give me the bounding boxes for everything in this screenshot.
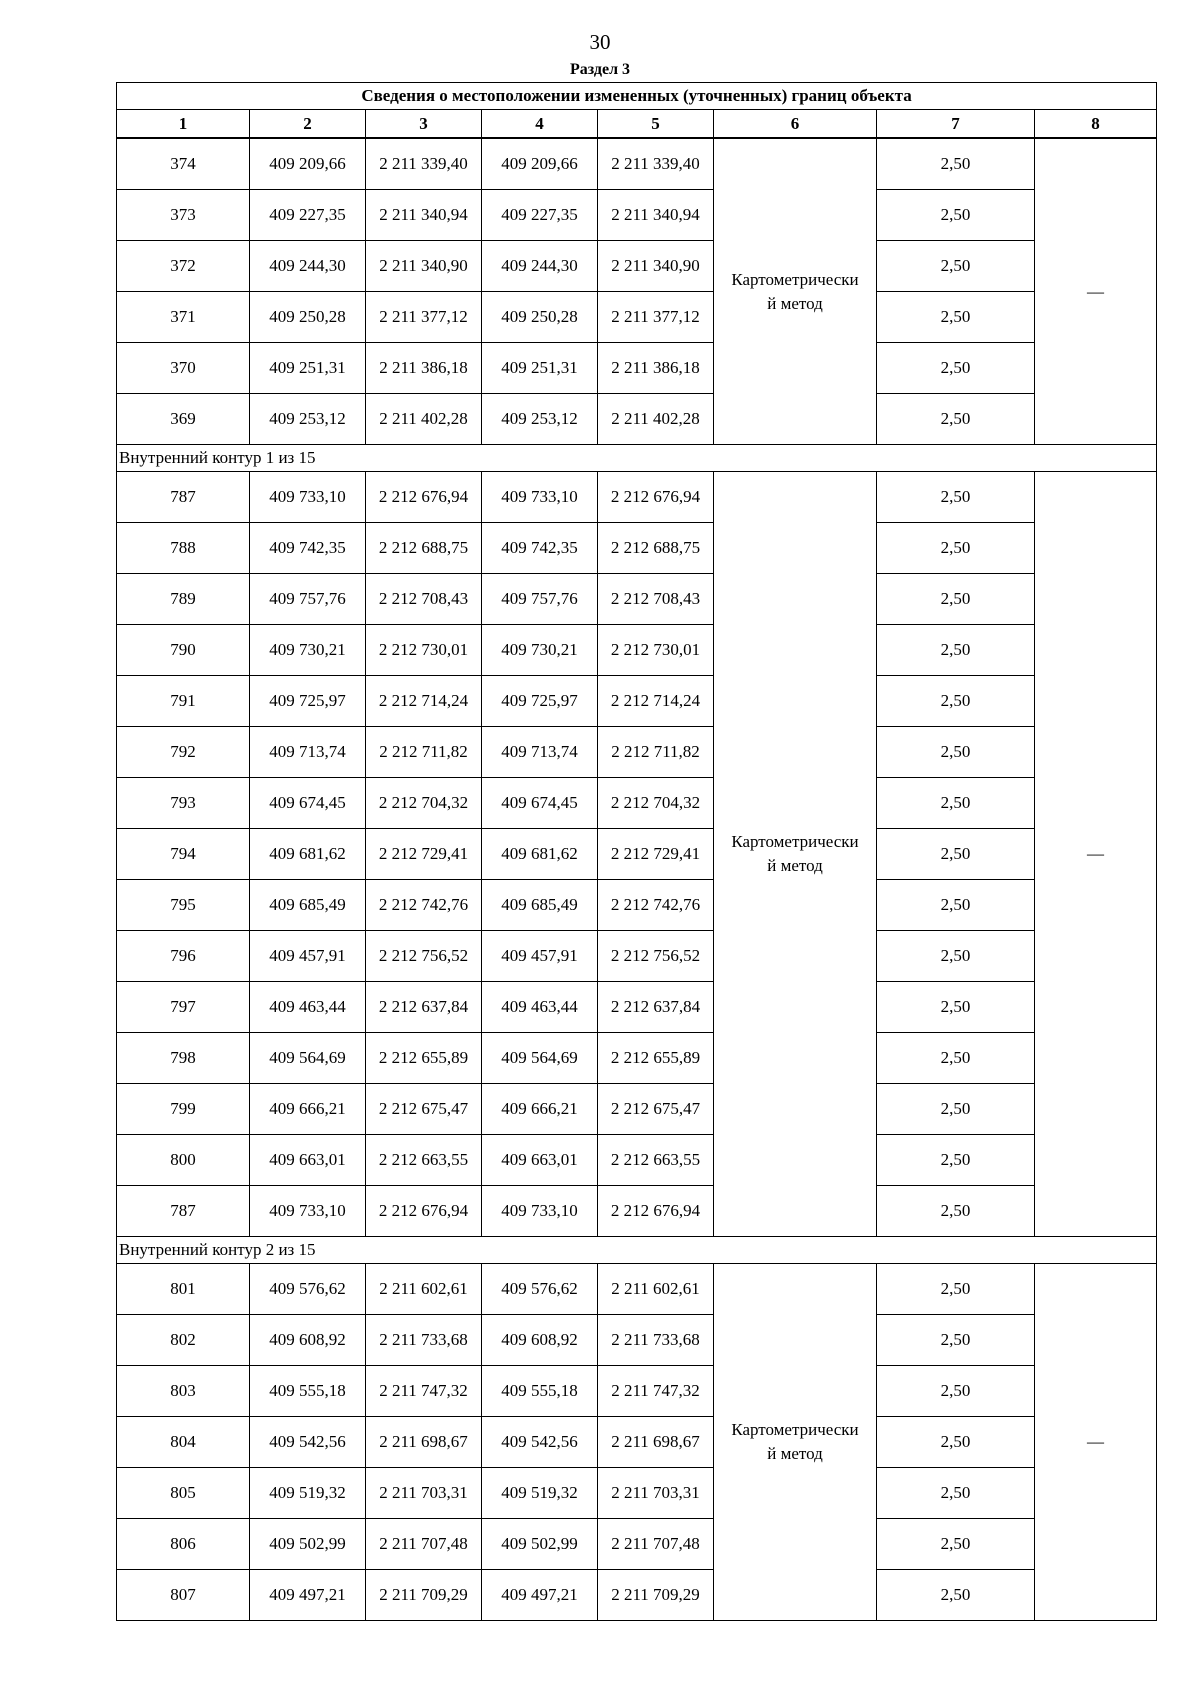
point-number-cell: 789	[117, 574, 250, 625]
method-text-line: й метод	[767, 856, 823, 875]
y-existing-cell: 2 211 709,29	[366, 1570, 482, 1621]
y-refined-cell: 2 211 386,18	[598, 343, 714, 394]
accuracy-cell: 2,50	[877, 1186, 1035, 1237]
table-row	[117, 778, 1157, 829]
column-number: 8	[1035, 110, 1157, 139]
x-refined-cell: 409 742,35	[482, 523, 598, 574]
table-row	[117, 1084, 1157, 1135]
table-row	[117, 1366, 1157, 1417]
y-existing-cell: 2 212 729,41	[366, 829, 482, 880]
y-existing-cell: 2 212 730,01	[366, 625, 482, 676]
x-refined-cell: 409 681,62	[482, 829, 598, 880]
y-existing-cell: 2 212 675,47	[366, 1084, 482, 1135]
x-existing-cell: 409 253,12	[250, 394, 366, 445]
x-existing-cell: 409 733,10	[250, 1186, 366, 1237]
accuracy-cell: 2,50	[877, 829, 1035, 880]
y-existing-cell: 2 212 711,82	[366, 727, 482, 778]
x-existing-cell: 409 564,69	[250, 1033, 366, 1084]
method-text-line: Картометрически	[731, 269, 859, 289]
x-existing-cell: 409 663,01	[250, 1135, 366, 1186]
table-row	[117, 394, 1157, 445]
x-refined-cell: 409 244,30	[482, 241, 598, 292]
accuracy-cell: 2,50	[877, 1264, 1035, 1315]
table-row	[117, 727, 1157, 778]
table-row	[117, 472, 1157, 523]
table-row	[117, 1135, 1157, 1186]
x-existing-cell: 409 576,62	[250, 1264, 366, 1315]
accuracy-cell: 2,50	[877, 190, 1035, 241]
accuracy-cell: 2,50	[877, 1084, 1035, 1135]
table-row	[117, 1417, 1157, 1468]
accuracy-cell: 2,50	[877, 394, 1035, 445]
point-number-cell: 374	[117, 138, 250, 190]
y-refined-cell: 2 211 698,67	[598, 1417, 714, 1468]
y-existing-cell: 2 212 742,76	[366, 880, 482, 931]
table-row	[117, 1519, 1157, 1570]
point-number-cell: 796	[117, 931, 250, 982]
y-existing-cell: 2 211 340,94	[366, 190, 482, 241]
accuracy-cell: 2,50	[877, 778, 1035, 829]
method-text-line: й метод	[767, 1444, 823, 1463]
table-row	[117, 574, 1157, 625]
accuracy-cell: 2,50	[877, 1033, 1035, 1084]
x-refined-cell: 409 497,21	[482, 1570, 598, 1621]
y-refined-cell: 2 212 756,52	[598, 931, 714, 982]
y-refined-cell: 2 212 663,55	[598, 1135, 714, 1186]
x-existing-cell: 409 542,56	[250, 1417, 366, 1468]
table-row	[117, 931, 1157, 982]
y-existing-cell: 2 211 698,67	[366, 1417, 482, 1468]
x-existing-cell: 409 666,21	[250, 1084, 366, 1135]
y-refined-cell: 2 211 377,12	[598, 292, 714, 343]
x-refined-cell: 409 555,18	[482, 1366, 598, 1417]
y-existing-cell: 2 211 340,90	[366, 241, 482, 292]
section-title: Раздел 3	[569, 61, 631, 78]
point-number-cell: 372	[117, 241, 250, 292]
y-refined-cell: 2 212 730,01	[598, 625, 714, 676]
column-number: 3	[366, 110, 482, 139]
accuracy-cell: 2,50	[877, 1366, 1035, 1417]
point-number-cell: 373	[117, 190, 250, 241]
table-row	[117, 292, 1157, 343]
table-row	[117, 829, 1157, 880]
y-refined-cell: 2 212 676,94	[598, 1186, 714, 1237]
y-existing-cell: 2 212 704,32	[366, 778, 482, 829]
y-refined-cell: 2 211 733,68	[598, 1315, 714, 1366]
point-number-cell: 794	[117, 829, 250, 880]
x-existing-cell: 409 555,18	[250, 1366, 366, 1417]
y-refined-cell: 2 211 703,31	[598, 1468, 714, 1519]
point-number-cell: 800	[117, 1135, 250, 1186]
accuracy-cell: 2,50	[877, 523, 1035, 574]
x-existing-cell: 409 742,35	[250, 523, 366, 574]
x-existing-cell: 409 209,66	[250, 138, 366, 190]
x-refined-cell: 409 502,99	[482, 1519, 598, 1570]
point-number-cell: 787	[117, 472, 250, 523]
y-refined-cell: 2 211 340,94	[598, 190, 714, 241]
point-number-cell: 795	[117, 880, 250, 931]
x-refined-cell: 409 209,66	[482, 138, 598, 190]
x-existing-cell: 409 730,21	[250, 625, 366, 676]
description-cell: —	[1035, 1264, 1157, 1621]
point-number-cell: 805	[117, 1468, 250, 1519]
y-existing-cell: 2 211 703,31	[366, 1468, 482, 1519]
table-row	[117, 676, 1157, 727]
y-refined-cell: 2 211 709,29	[598, 1570, 714, 1621]
y-refined-cell: 2 211 602,61	[598, 1264, 714, 1315]
y-existing-cell: 2 211 377,12	[366, 292, 482, 343]
table-row	[117, 138, 1157, 190]
point-number-cell: 806	[117, 1519, 250, 1570]
y-existing-cell: 2 211 747,32	[366, 1366, 482, 1417]
accuracy-cell: 2,50	[877, 1468, 1035, 1519]
point-number-cell: 803	[117, 1366, 250, 1417]
x-existing-cell: 409 519,32	[250, 1468, 366, 1519]
accuracy-cell: 2,50	[877, 1570, 1035, 1621]
y-refined-cell: 2 211 707,48	[598, 1519, 714, 1570]
y-existing-cell: 2 212 655,89	[366, 1033, 482, 1084]
y-refined-cell: 2 212 714,24	[598, 676, 714, 727]
column-number: 2	[250, 110, 366, 139]
y-existing-cell: 2 212 714,24	[366, 676, 482, 727]
x-existing-cell: 409 685,49	[250, 880, 366, 931]
y-existing-cell: 2 212 708,43	[366, 574, 482, 625]
y-refined-cell: 2 212 729,41	[598, 829, 714, 880]
point-number-cell: 371	[117, 292, 250, 343]
description-cell: —	[1035, 472, 1157, 1237]
x-refined-cell: 409 608,92	[482, 1315, 598, 1366]
x-existing-cell: 409 497,21	[250, 1570, 366, 1621]
accuracy-cell: 2,50	[877, 1519, 1035, 1570]
table-caption: Сведения о местоположении измененных (уточненных) границ объекта	[117, 83, 1157, 110]
x-refined-cell: 409 757,76	[482, 574, 598, 625]
accuracy-cell: 2,50	[877, 292, 1035, 343]
point-number-cell: 792	[117, 727, 250, 778]
method-cell	[714, 1264, 877, 1621]
column-number-row	[117, 110, 1157, 139]
y-refined-cell: 2 212 688,75	[598, 523, 714, 574]
y-refined-cell: 2 212 676,94	[598, 472, 714, 523]
table-row	[117, 1033, 1157, 1084]
x-existing-cell: 409 681,62	[250, 829, 366, 880]
x-existing-cell: 409 608,92	[250, 1315, 366, 1366]
x-refined-cell: 409 457,91	[482, 931, 598, 982]
contour-label-row	[117, 1237, 1157, 1264]
x-refined-cell: 409 251,31	[482, 343, 598, 394]
accuracy-cell: 2,50	[877, 676, 1035, 727]
table-row	[117, 343, 1157, 394]
x-refined-cell: 409 674,45	[482, 778, 598, 829]
point-number-cell: 799	[117, 1084, 250, 1135]
point-number-cell: 797	[117, 982, 250, 1033]
x-refined-cell: 409 685,49	[482, 880, 598, 931]
x-existing-cell: 409 757,76	[250, 574, 366, 625]
point-number-cell: 807	[117, 1570, 250, 1621]
x-refined-cell: 409 564,69	[482, 1033, 598, 1084]
table-row	[117, 1468, 1157, 1519]
y-refined-cell: 2 212 708,43	[598, 574, 714, 625]
contour-label: Внутренний контур 1 из 15	[117, 445, 1157, 472]
table-row	[117, 880, 1157, 931]
x-refined-cell: 409 227,35	[482, 190, 598, 241]
accuracy-cell: 2,50	[877, 472, 1035, 523]
x-refined-cell: 409 576,62	[482, 1264, 598, 1315]
point-number-cell: 802	[117, 1315, 250, 1366]
y-refined-cell: 2 211 340,90	[598, 241, 714, 292]
accuracy-cell: 2,50	[877, 880, 1035, 931]
y-refined-cell: 2 212 742,76	[598, 880, 714, 931]
x-refined-cell: 409 519,32	[482, 1468, 598, 1519]
x-refined-cell: 409 250,28	[482, 292, 598, 343]
x-existing-cell: 409 725,97	[250, 676, 366, 727]
x-existing-cell: 409 713,74	[250, 727, 366, 778]
x-existing-cell: 409 244,30	[250, 241, 366, 292]
table-row	[117, 190, 1157, 241]
accuracy-cell: 2,50	[877, 1417, 1035, 1468]
x-existing-cell: 409 251,31	[250, 343, 366, 394]
method-text-line: Картометрически	[731, 1420, 859, 1439]
column-number: 4	[482, 110, 598, 139]
contour-label: Внутренний контур 2 из 15	[117, 1237, 1157, 1264]
y-existing-cell: 2 211 707,48	[366, 1519, 482, 1570]
method-text-line: й метод	[767, 293, 823, 313]
y-existing-cell: 2 211 339,40	[366, 138, 482, 190]
accuracy-cell: 2,50	[877, 138, 1035, 190]
x-refined-cell: 409 730,21	[482, 625, 598, 676]
y-existing-cell: 2 211 733,68	[366, 1315, 482, 1366]
y-refined-cell: 2 212 704,32	[598, 778, 714, 829]
point-number-cell: 370	[117, 343, 250, 394]
coordinates-table	[116, 82, 1157, 1621]
x-refined-cell: 409 253,12	[482, 394, 598, 445]
x-existing-cell: 409 250,28	[250, 292, 366, 343]
y-refined-cell: 2 211 339,40	[598, 138, 714, 190]
point-number-cell: 788	[117, 523, 250, 574]
table-row	[117, 1570, 1157, 1621]
point-number-cell: 790	[117, 625, 250, 676]
x-refined-cell: 409 463,44	[482, 982, 598, 1033]
point-number-cell: 791	[117, 676, 250, 727]
accuracy-cell: 2,50	[877, 931, 1035, 982]
column-number: 6	[714, 110, 877, 139]
y-refined-cell: 2 211 747,32	[598, 1366, 714, 1417]
y-existing-cell: 2 212 676,94	[366, 1186, 482, 1237]
accuracy-cell: 2,50	[877, 574, 1035, 625]
accuracy-cell: 2,50	[877, 1315, 1035, 1366]
y-existing-cell: 2 212 756,52	[366, 931, 482, 982]
x-existing-cell: 409 674,45	[250, 778, 366, 829]
x-existing-cell: 409 463,44	[250, 982, 366, 1033]
table-row	[117, 982, 1157, 1033]
x-refined-cell: 409 733,10	[482, 472, 598, 523]
y-existing-cell: 2 212 676,94	[366, 472, 482, 523]
y-existing-cell: 2 211 602,61	[366, 1264, 482, 1315]
x-existing-cell: 409 733,10	[250, 472, 366, 523]
x-refined-cell: 409 663,01	[482, 1135, 598, 1186]
x-refined-cell: 409 666,21	[482, 1084, 598, 1135]
y-refined-cell: 2 212 675,47	[598, 1084, 714, 1135]
accuracy-cell: 2,50	[877, 982, 1035, 1033]
y-existing-cell: 2 212 688,75	[366, 523, 482, 574]
column-number: 7	[877, 110, 1035, 139]
y-existing-cell: 2 211 402,28	[366, 394, 482, 445]
table-row	[117, 1315, 1157, 1366]
point-number-cell: 787	[117, 1186, 250, 1237]
y-refined-cell: 2 212 637,84	[598, 982, 714, 1033]
table-row	[117, 625, 1157, 676]
contour-label-row	[117, 445, 1157, 472]
accuracy-cell: 2,50	[877, 343, 1035, 394]
y-existing-cell: 2 211 386,18	[366, 343, 482, 394]
x-refined-cell: 409 733,10	[482, 1186, 598, 1237]
point-number-cell: 798	[117, 1033, 250, 1084]
x-refined-cell: 409 713,74	[482, 727, 598, 778]
table-row	[117, 523, 1157, 574]
method-cell	[714, 138, 877, 445]
table-row	[117, 1186, 1157, 1237]
y-refined-cell: 2 212 655,89	[598, 1033, 714, 1084]
column-number: 1	[117, 110, 250, 139]
x-existing-cell: 409 502,99	[250, 1519, 366, 1570]
y-existing-cell: 2 212 637,84	[366, 982, 482, 1033]
method-text-line: Картометрически	[731, 832, 859, 851]
x-existing-cell: 409 457,91	[250, 931, 366, 982]
point-number-cell: 369	[117, 394, 250, 445]
y-existing-cell: 2 212 663,55	[366, 1135, 482, 1186]
accuracy-cell: 2,50	[877, 1135, 1035, 1186]
y-refined-cell: 2 212 711,82	[598, 727, 714, 778]
accuracy-cell: 2,50	[877, 625, 1035, 676]
x-refined-cell: 409 542,56	[482, 1417, 598, 1468]
table-caption-row	[117, 83, 1157, 110]
accuracy-cell: 2,50	[877, 727, 1035, 778]
table-row	[117, 241, 1157, 292]
table-row	[117, 1264, 1157, 1315]
point-number-cell: 804	[117, 1417, 250, 1468]
x-existing-cell: 409 227,35	[250, 190, 366, 241]
page-number: 30	[589, 30, 611, 54]
point-number-cell: 801	[117, 1264, 250, 1315]
point-number-cell: 793	[117, 778, 250, 829]
method-cell	[714, 472, 877, 1237]
y-refined-cell: 2 211 402,28	[598, 394, 714, 445]
column-number: 5	[598, 110, 714, 139]
description-cell: —	[1035, 138, 1157, 445]
accuracy-cell: 2,50	[877, 241, 1035, 292]
x-refined-cell: 409 725,97	[482, 676, 598, 727]
